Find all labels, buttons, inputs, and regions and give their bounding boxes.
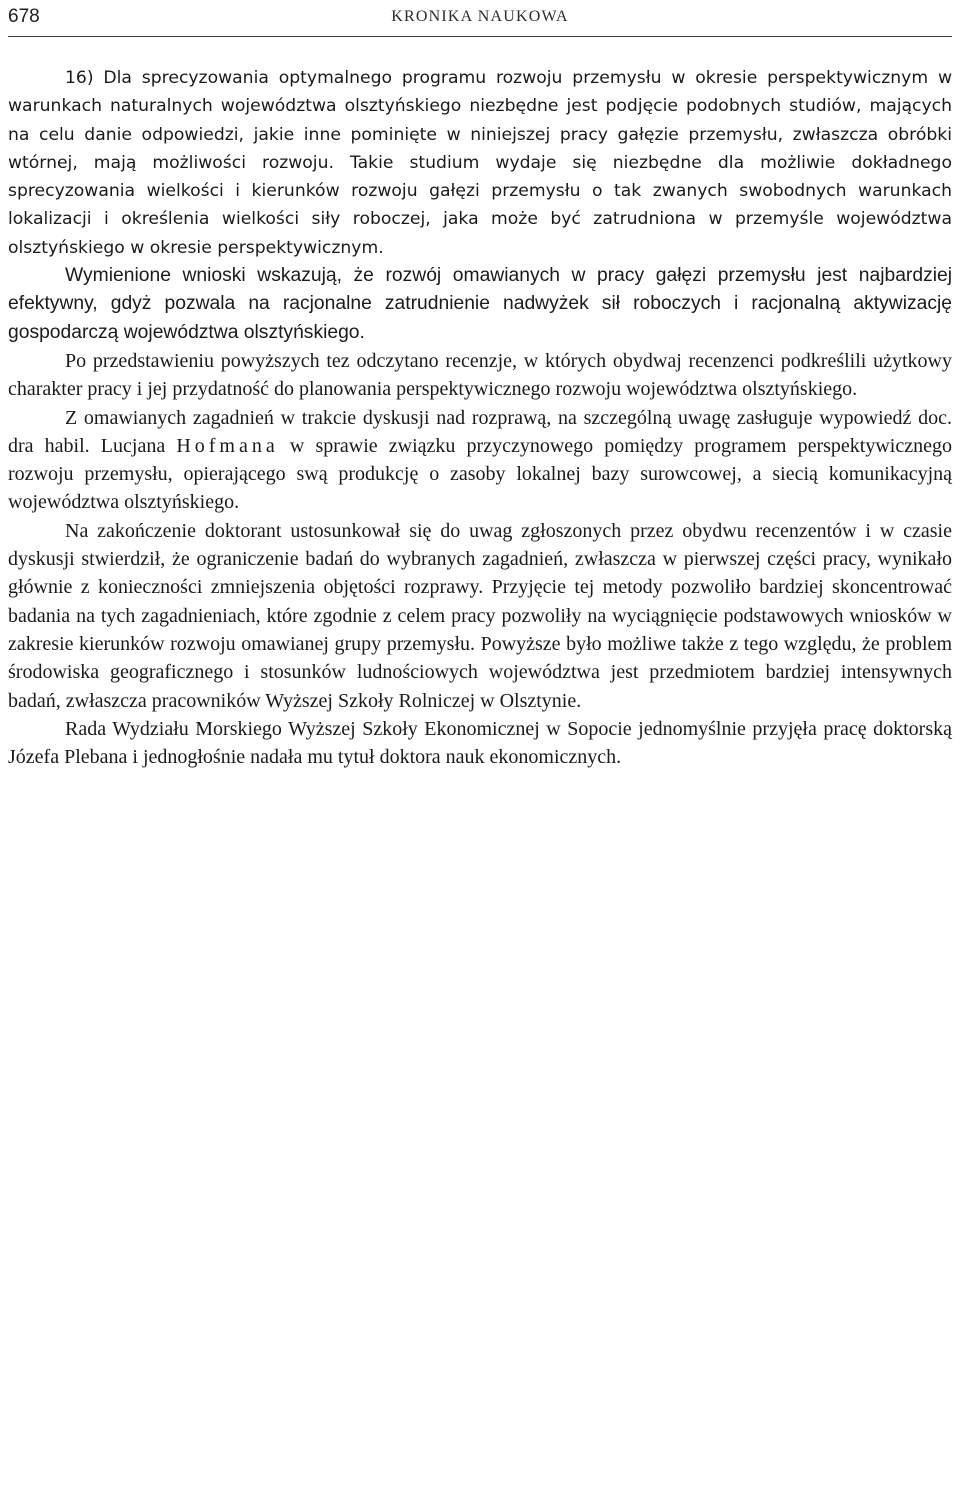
discussant-name: Hofmana	[176, 434, 279, 457]
paragraph-reviews: Po przedstawieniu powyższych tez odczytano recenzje, w których obydwaj recenzenci podkreślili użytkowy charakter pracy i jej przydatność do planowania perspektywicznego rozwoju województwa olsztyńskiego.	[8, 349, 952, 401]
paragraph-conclusion-16: 16) Dla sprecyzowania optymalnego programu rozwoju przemysłu w okresie perspektywicznym w warunkach naturalnych województwa olsztyńskiego niezbędne jest podjęcie podobnych studiów, mających na celu danie odpowiedzi, jakie inne pominięte w niniejszej pracy gałęzie przemysłu, zwłaszcza obróbki wtórnej, mają możliwości rozwoju. Takie studium wydaje się niezbędne dla możliwie dokładnego sprecyzowania wielkości i kierunków rozwoju gałęzi przemysłu o tak zwanych swobodnych warunkach lokalizacji i określenia wielkości siły roboczej, jaka może być zatrudniona w przemyśle województwa olsztyńskiego w okresie perspektywicznym.	[8, 68, 952, 258]
page-number: 678	[8, 6, 40, 27]
discussion-text-end: w sprawie związku przyczynowego pomiędzy programem perspektywicznego rozwoju przemysłu, opierającego swą produkcję o zasoby lokalnej bazy surowcowej, a siecią komunikacyjną województwa olsztyńskiego.	[8, 434, 952, 514]
paragraph-conclusions-summary: Wymienione wnioski wskazują, że rozwój omawianych w pracy gałęzi przemysłu jest najbardziej efektywny, gdyż pozwala na racjonalne zatrudnienie nadwyżek sił roboczych i racjonalną aktywizację gospodarczą województwa olsztyńskiego.	[8, 265, 952, 343]
paragraph-council-decision: Rada Wydziału Morskiego Wyższej Szkoły Ekonomicznej w Sopocie jednomyślnie przyjęła pracę doktorską Józefa Plebana i jednogłośnie nadała mu tytuł doktora nauk ekonomicznych.	[8, 717, 952, 769]
paragraph-candidate-response: Na zakończenie doktorant ustosunkował się do uwag zgłoszonych przez obydwu recenzentów i w czasie dyskusji stwierdził, że ograniczenie badań do wybranych zagadnień, zwłaszcza w pierwszej części pracy, wynikało głównie z konieczności zmniejszenia objętości rozprawy. Przyjęcie tej metody pozwoliło bardziej skoncentrować badania na tych zagadnieniach, które zgodnie z celem pracy pozwoliły na wyciągnięcie podstawowych wniosków w zakresie kierunków rozwoju omawianej grupy przemysłu. Powyższe było możliwe także z tego względu, że problem środowiska geograficznego i stosunków ludnościowych województwa jest przedmiotem bardziej intensywnych badań, zwłaszcza pracowników Wyższej Szkoły Rolniczej w Olsztynie.	[8, 519, 952, 712]
header-divider	[8, 36, 952, 37]
article-body	[8, 64, 952, 771]
running-title: KRONIKA NAUKOWA	[391, 8, 569, 25]
page-header	[8, 4, 952, 30]
paragraph-discussion	[8, 404, 952, 517]
discussion-text-start: Z omawianych zagadnień w trakcie dyskusji nad rozprawą, na szczególną uwagę zasługuje wypowiedź doc. dra habil. Lucjana	[8, 406, 952, 457]
